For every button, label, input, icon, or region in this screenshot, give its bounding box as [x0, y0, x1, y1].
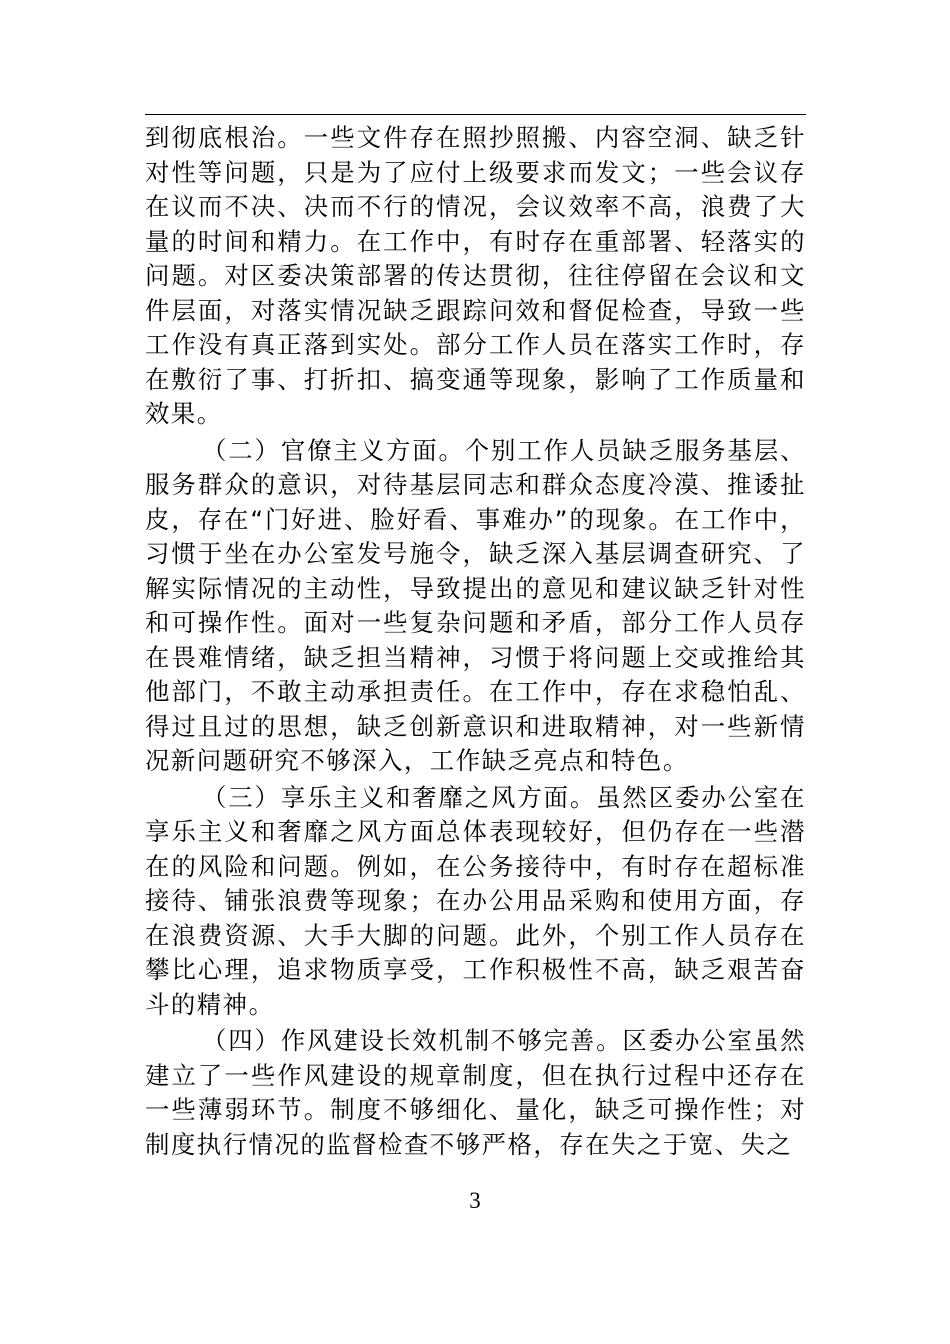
paragraph-continuation: 到彻底根治。一些文件存在照抄照搬、内容空洞、缺乏针对性等问题，只是为了应付上级要求而发文；一些会议存在议而不决、决而不行的情况，会议效率不高，浪费了大量的时间和精力。在工作中，有时存在重部署、轻落实的问题。对区委决策部署的传达贯彻，往往停留在会议和文件层面，对落实情况缺乏跟踪问效和督促检查，导致一些工作没有真正落到实处。部分工作人员在落实工作时，存在敷衍了事、打折扣、搞变通等现象，影响了工作质量和效果。 [145, 123, 806, 428]
page-number: 3 [469, 1188, 481, 1213]
paragraph-hedonism: （三）享乐主义和奢靡之风方面。虽然区委办公室在享乐主义和奢靡之风方面总体表现较好，但仍存在一些潜在的风险和问题。例如，在公务接待中，有时存在超标准接待、铺张浪费等现象；在办公用品采购和使用方面，存在浪费资源、大手大脚的问题。此外，个别工作人员存在攀比心理，追求物质享受，工作积极性不高，缺乏艰苦奋斗的精神。 [145, 782, 806, 1019]
header-rule [145, 114, 806, 115]
paragraph-long-term-mechanism: （四）作风建设长效机制不够完善。区委办公室虽然建立了一些作风建设的规章制度，但在执行过程中还存在一些薄弱环节。制度不够细化、量化，缺乏可操作性；对制度执行情况的监督检查不够严格，存在失之于宽、失之 [145, 1026, 806, 1159]
body-text [145, 121, 806, 1164]
paragraph-bureaucratism: （二）官僚主义方面。个别工作人员缺乏服务基层、服务群众的意识，对待基层同志和群众态度冷漠、推诿扯皮，存在“门好进、脸好看、事难办”的现象。在工作中，习惯于坐在办公室发号施令，缺乏深入基层调查研究、了解实际情况的主动性，导致提出的意见和建议缺乏针对性和可操作性。面对一些复杂问题和矛盾，部分工作人员存在畏难情绪，缺乏担当精神，习惯于将问题上交或推给其他部门，不敢主动承担责任。在工作中，存在求稳怕乱、得过且过的思想，缺乏创新意识和进取精神，对一些新情况新问题研究不够深入，工作缺乏亮点和特色。 [145, 435, 806, 775]
